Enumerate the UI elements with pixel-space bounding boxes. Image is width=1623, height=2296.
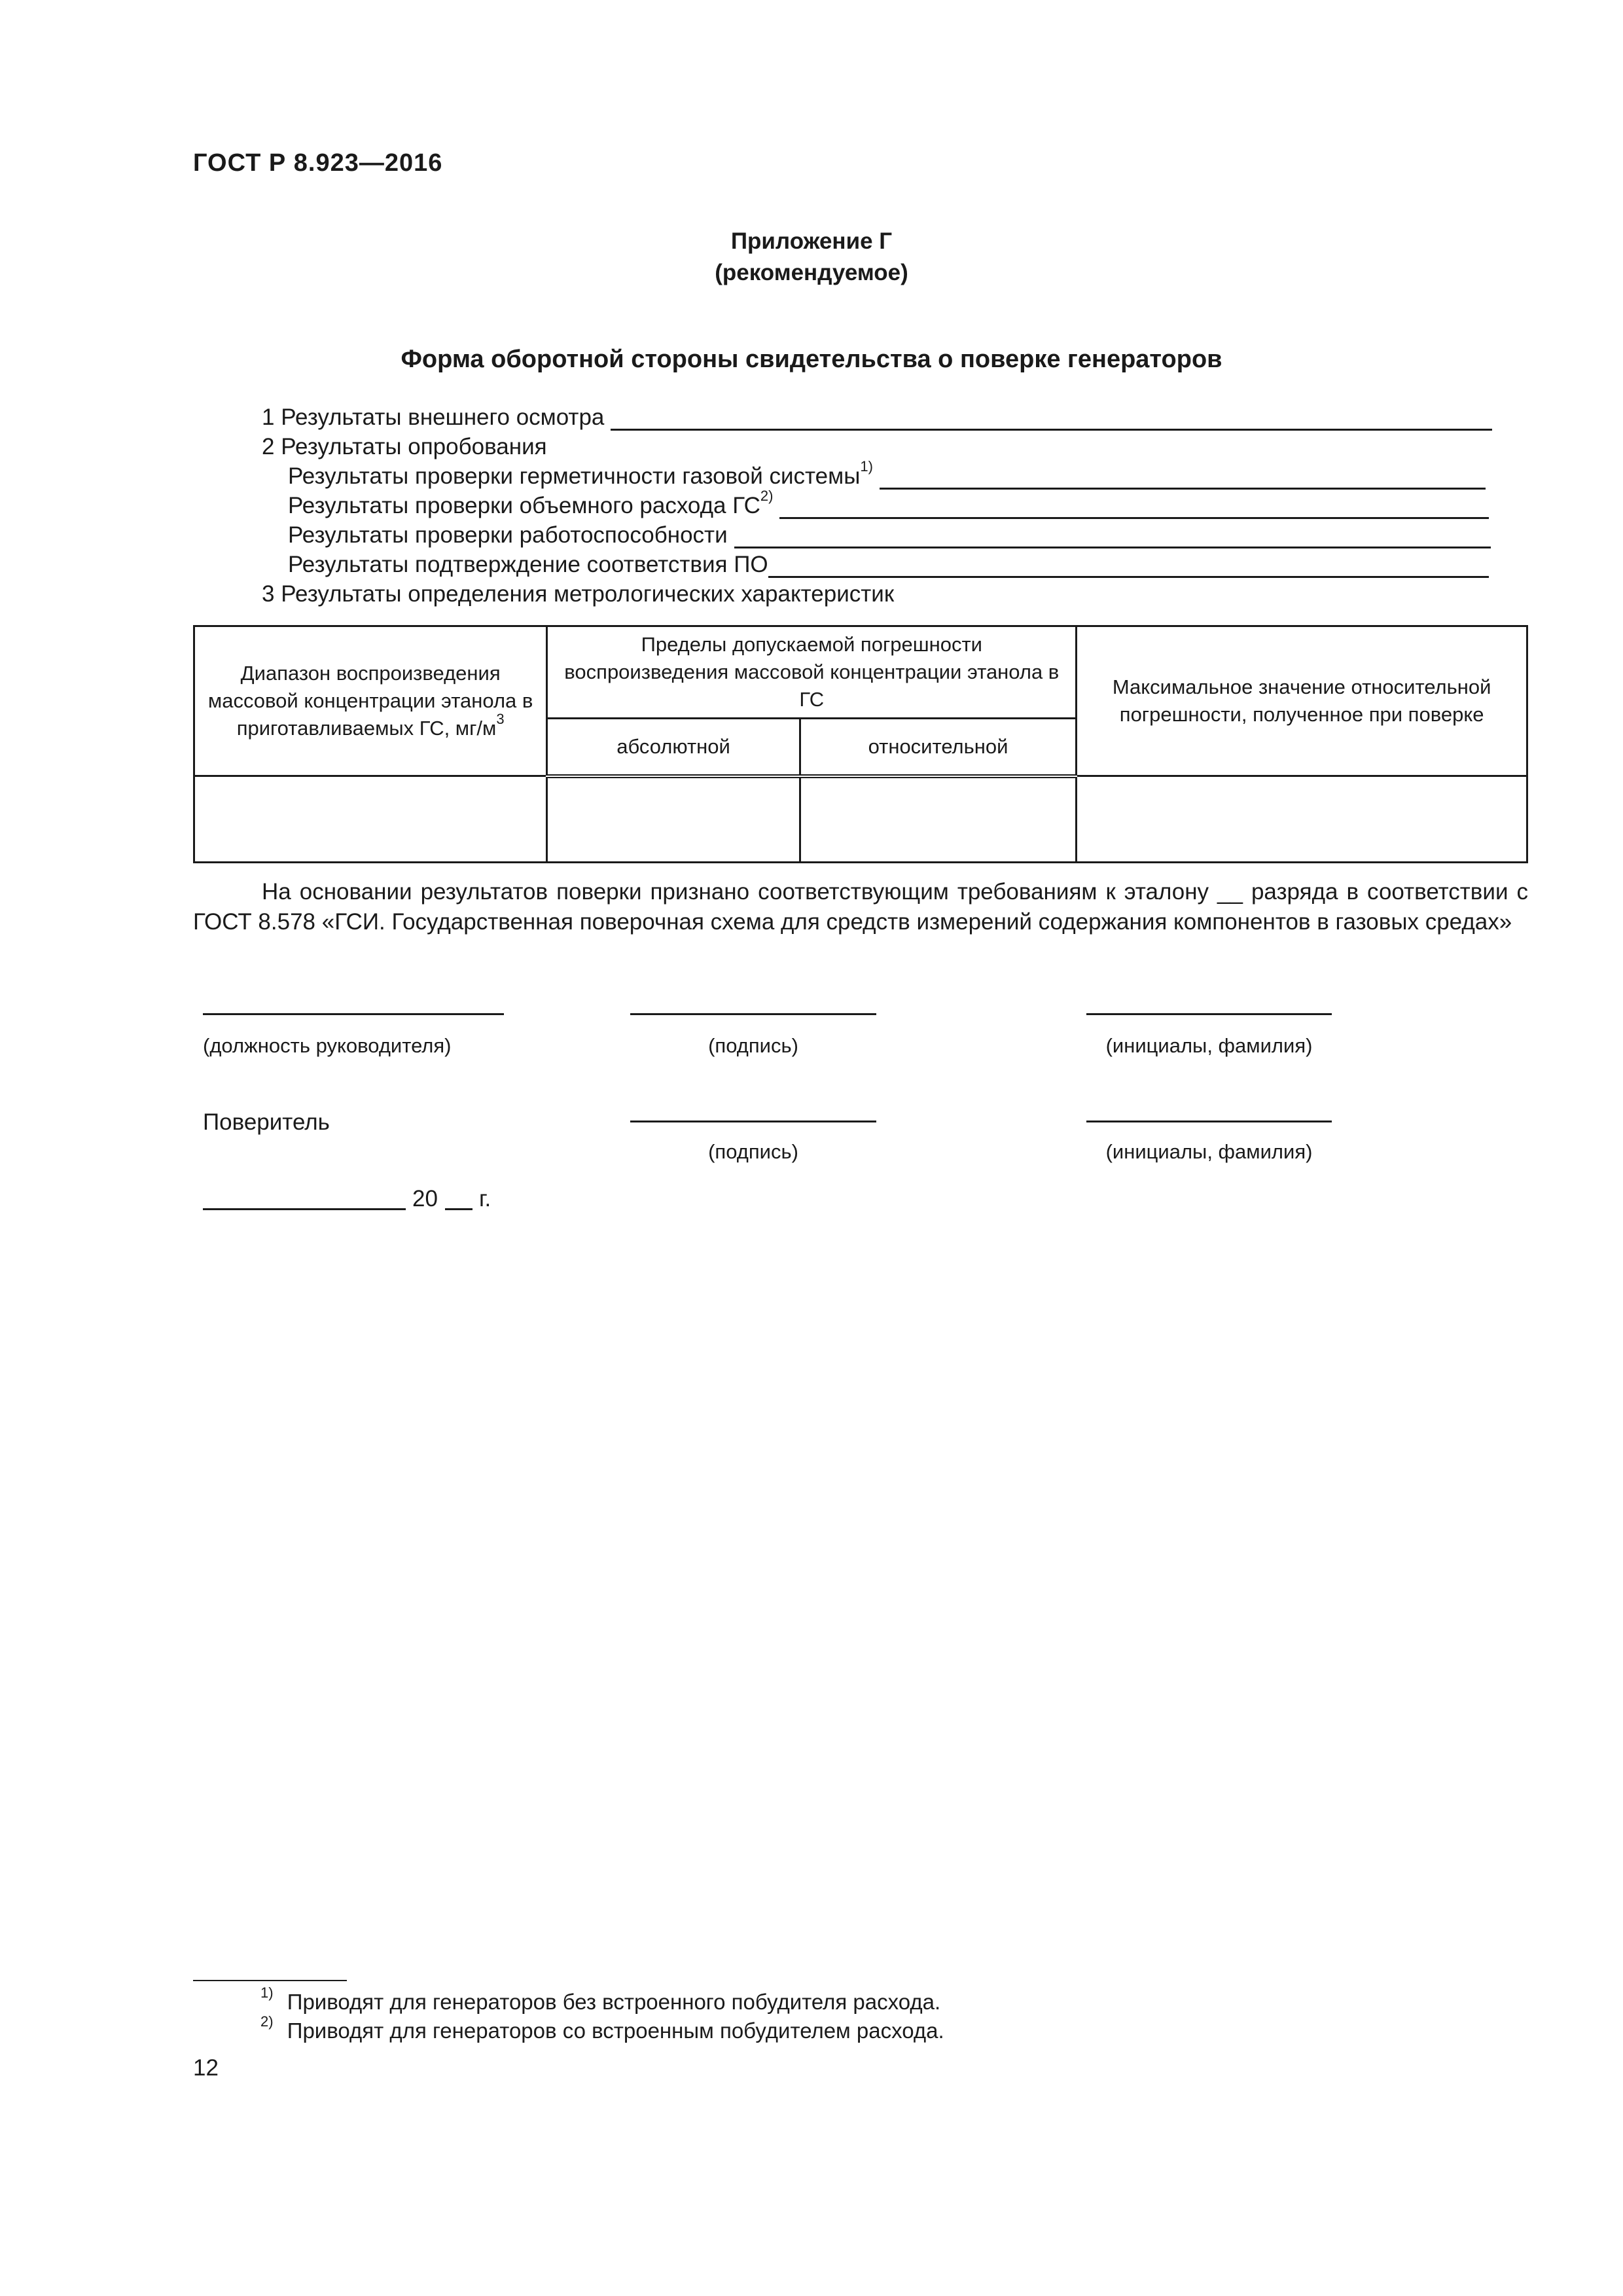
page-number: 12 (193, 2055, 219, 2081)
fill-line[interactable] (880, 464, 1486, 490)
form-title: Форма оборотной стороны свидетельства о поверке генераторов (401, 346, 1222, 373)
signature-line[interactable] (630, 1121, 876, 1122)
footnote-1 (260, 1984, 941, 2015)
initials-line[interactable] (1086, 1013, 1332, 1015)
appendix-heading (0, 226, 1623, 289)
document-code: ГОСТ Р 8.923—2016 (193, 149, 443, 177)
year-suffix: г. (479, 1186, 491, 1211)
verifier-label: Поверитель (203, 1109, 330, 1135)
initials-caption: (инициалы, фамилия) (1105, 1140, 1313, 1163)
position-caption: (должность руководителя) (203, 1034, 452, 1057)
initials-caption: (инициалы, фамилия) (1105, 1034, 1313, 1057)
result-row-visual-inspection (262, 404, 1492, 431)
result-label: Результаты проверки герметичности газовой системы$^{1)}$ (288, 458, 873, 489)
fill-line[interactable] (768, 552, 1489, 578)
footnote-ref: 2) (760, 488, 774, 505)
table-cell[interactable] (547, 776, 800, 863)
table-cell[interactable] (194, 776, 547, 863)
appendix-title: Приложение Г (730, 228, 893, 254)
result-label: 2 Результаты опробования (262, 434, 547, 459)
result-row-software (288, 552, 1489, 578)
metrology-table (193, 625, 1528, 863)
footnote-text: Приводят для генераторов со встроенным побудителем расхода. (287, 2018, 944, 2043)
result-row-flow (288, 488, 1489, 519)
footnote-ref: 1) (860, 458, 873, 475)
result-label: Результаты проверки работоспособности (288, 522, 728, 548)
result-label: 3 Результаты определения метрологических характеристик (262, 581, 895, 607)
footnote-separator (193, 1980, 347, 1981)
conclusion-paragraph: На основании результатов поверки признано соответствующим требованиям к эталону __ разряда в соответствии с ГОСТ 8.578 «ГСИ. Государственная поверочная схема для средств измерений содержания компонентов в газовых средах» (193, 879, 1528, 935)
header-error-limits: Пределы допускаемой погрешности воспроизведения массовой концентрации этанола в ГС (547, 626, 1077, 719)
result-label: 1 Результаты внешнего осмотра (262, 404, 605, 430)
result-label: Результаты подтверждение соответствия ПО (288, 552, 768, 577)
year-line[interactable] (445, 1208, 473, 1210)
fill-line[interactable] (734, 523, 1491, 548)
footnote-2 (260, 2013, 944, 2043)
result-row-metrology (262, 581, 894, 607)
appendix-status: (рекомендуемое) (715, 260, 908, 285)
header-max-error: Максимальное значение относительной погрешности, полученное при поверке (1077, 626, 1527, 776)
fill-line[interactable] (611, 405, 1492, 431)
table-cell[interactable] (800, 776, 1076, 863)
signature-line[interactable] (630, 1013, 876, 1015)
footnote-mark: 1) (260, 1984, 274, 2001)
header-relative: относительной (800, 719, 1076, 776)
result-row-operability (288, 522, 1491, 548)
position-line[interactable] (203, 1013, 504, 1015)
header-range: Диапазон воспроизведения массовой концентрации этанола в приготавливаемых ГС, $мг/м^3$ (194, 626, 547, 776)
result-row-tightness (288, 458, 1486, 490)
result-row-testing (262, 434, 547, 460)
signature-caption: (подпись) (708, 1140, 798, 1163)
table-cell[interactable] (1077, 776, 1527, 863)
signature-caption: (подпись) (708, 1034, 798, 1057)
result-label: Результаты проверки объемного расхода ГС$^{2)}$ (288, 488, 774, 518)
footnote-text: Приводят для генераторов без встроенного побудителя расхода. (287, 1990, 941, 2014)
fill-line[interactable] (779, 493, 1489, 519)
date-line[interactable] (203, 1208, 406, 1210)
header-absolute: абсолютной (547, 719, 800, 776)
initials-line[interactable] (1086, 1121, 1332, 1122)
footnote-mark: 2) (260, 2013, 274, 2030)
year-prefix: 20 (412, 1186, 438, 1211)
